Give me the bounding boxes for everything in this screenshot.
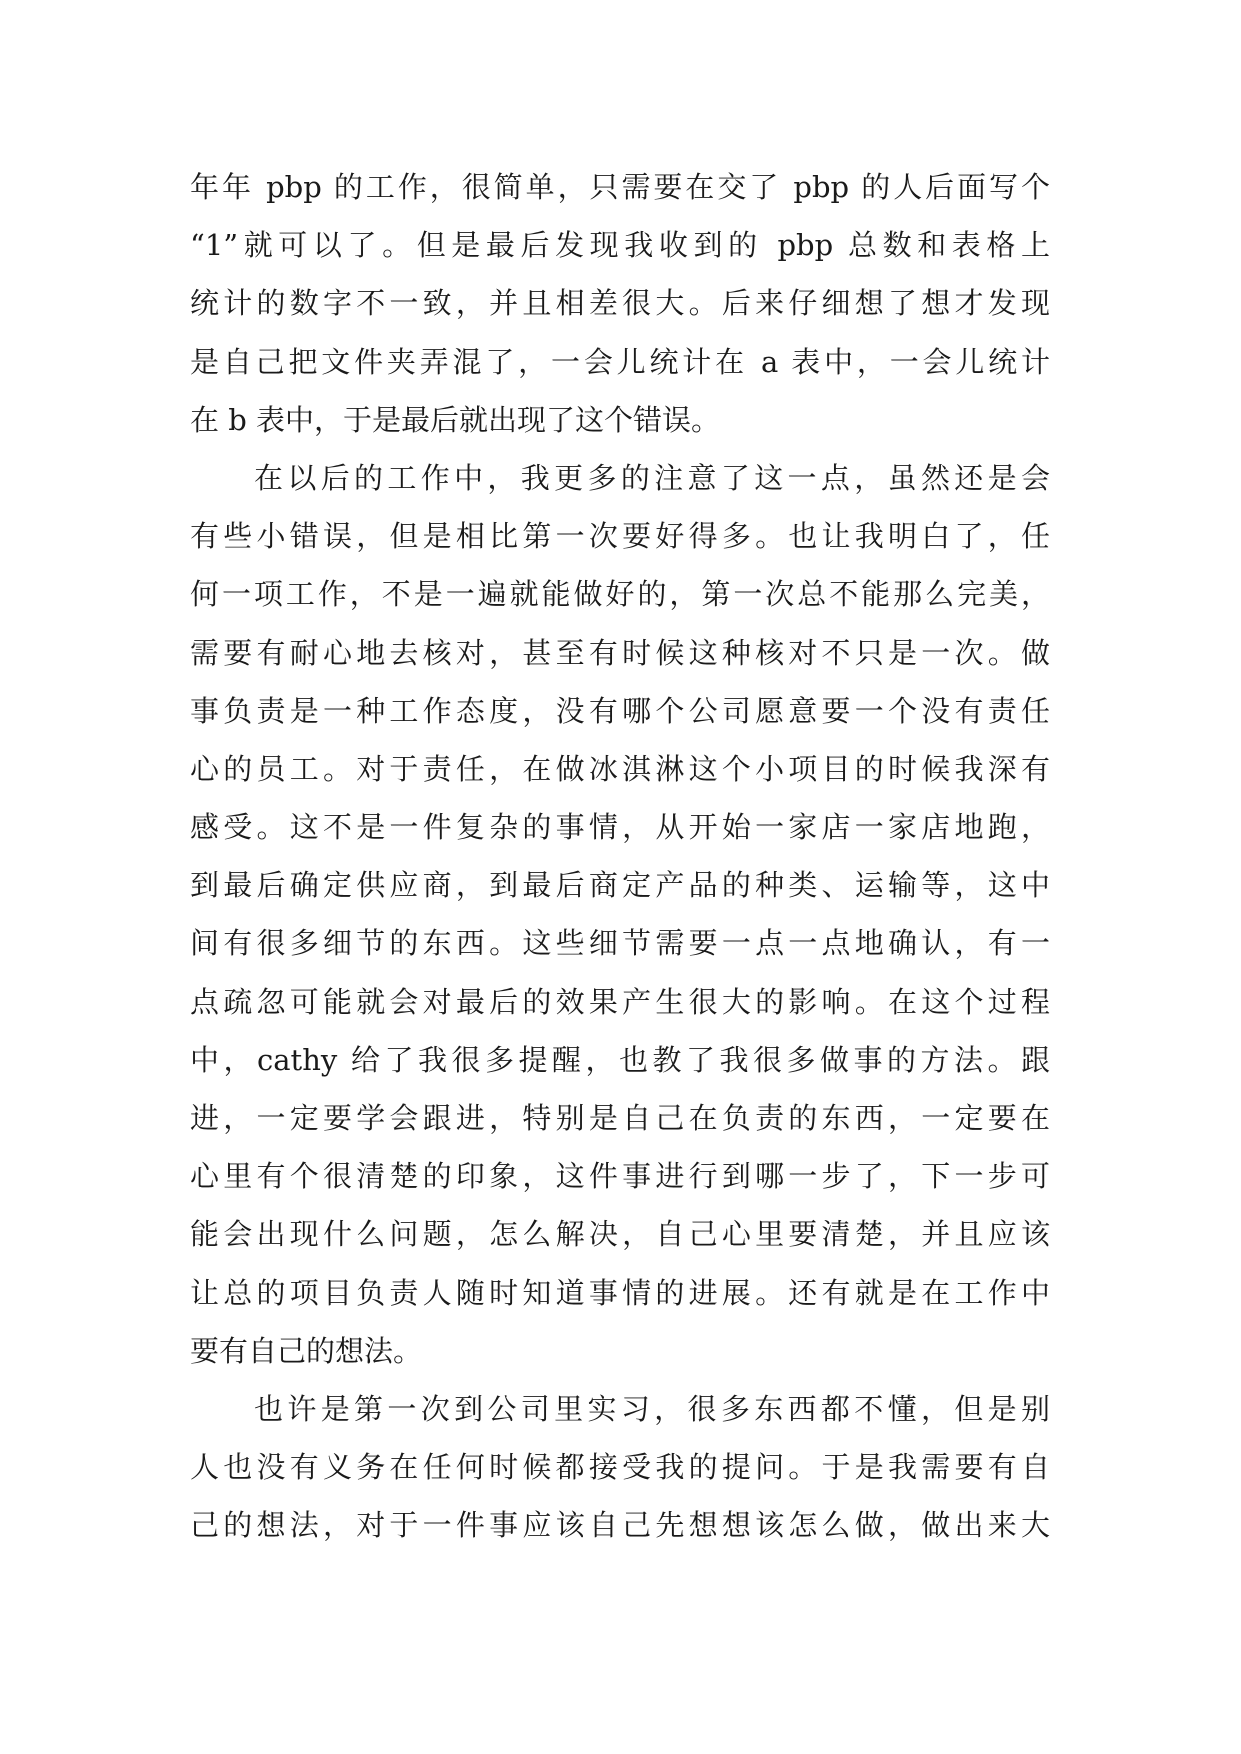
text-line: 需要有耐心地去核对，甚至有时候这种核对不只是一次。做 <box>190 635 1050 670</box>
text-line: 进，一定要学会跟进，特别是自己在负责的东西，一定要在 <box>190 1101 1050 1135</box>
text-line: 年年 pbp 的工作，很简单，只需要在交了 pbp 的人后面写个 <box>190 170 1050 204</box>
text-line: 是自己把文件夹弄混了，一会儿统计在 a 表中，一会儿统计 <box>190 344 1050 379</box>
text-line: 到最后确定供应商，到最后商定产品的种类、运输等，这中 <box>190 868 1050 903</box>
text-line: 能会出现什么问题，怎么解决，自己心里要清楚，并且应该 <box>190 1217 1050 1252</box>
text-line: 也许是第一次到公司里实习，很多东西都不懂，但是别 <box>254 1391 1050 1426</box>
text-line: 感受。这不是一件复杂的事情，从开始一家店一家店地跑， <box>190 810 1050 845</box>
text-line: 何一项工作，不是一遍就能做好的，第一次总不能那么完美， <box>190 577 1050 612</box>
text-line: 统计的数字不一致，并且相差很大。后来仔细想了想才发现 <box>190 286 1050 321</box>
text-line: 让总的项目负责人随时知道事情的进展。还有就是在工作中 <box>190 1275 1050 1310</box>
text-line: 心的员工。对于责任，在做冰淇淋这个小项目的时候我深有 <box>190 751 1050 786</box>
text-line: 有些小错误，但是相比第一次要好得多。也让我明白了，任 <box>190 519 1050 554</box>
text-line: 心里有个很清楚的印象，这件事进行到哪一步了，下一步可 <box>190 1159 1050 1194</box>
text-line: 人也没有义务在任何时候都接受我的提问。于是我需要有自 <box>190 1450 1050 1485</box>
text-line: 中，cathy 给了我很多提醒，也教了我很多做事的方法。跟 <box>190 1042 1050 1077</box>
text-line: 要有自己的想法。 <box>190 1333 423 1368</box>
text-line: 己的想法，对于一件事应该自己先想想该怎么做，做出来大 <box>190 1508 1050 1543</box>
document-body <box>190 158 1050 1555</box>
text-line: 在 b 表中，于是最后就出现了这个错误。 <box>190 402 721 437</box>
text-line: 间有很多细节的东西。这些细节需要一点一点地确认，有一 <box>190 926 1050 961</box>
text-line: 事负责是一种工作态度，没有哪个公司愿意要一个没有责任 <box>190 693 1050 728</box>
text-line: “1”就可以了。但是最后发现我收到的 pbp 总数和表格上 <box>190 228 1050 263</box>
text-line: 在以后的工作中，我更多的注意了这一点，虽然还是会 <box>254 460 1050 495</box>
text-line: 点疏忽可能就会对最后的效果产生很大的影响。在这个过程 <box>190 984 1050 1019</box>
